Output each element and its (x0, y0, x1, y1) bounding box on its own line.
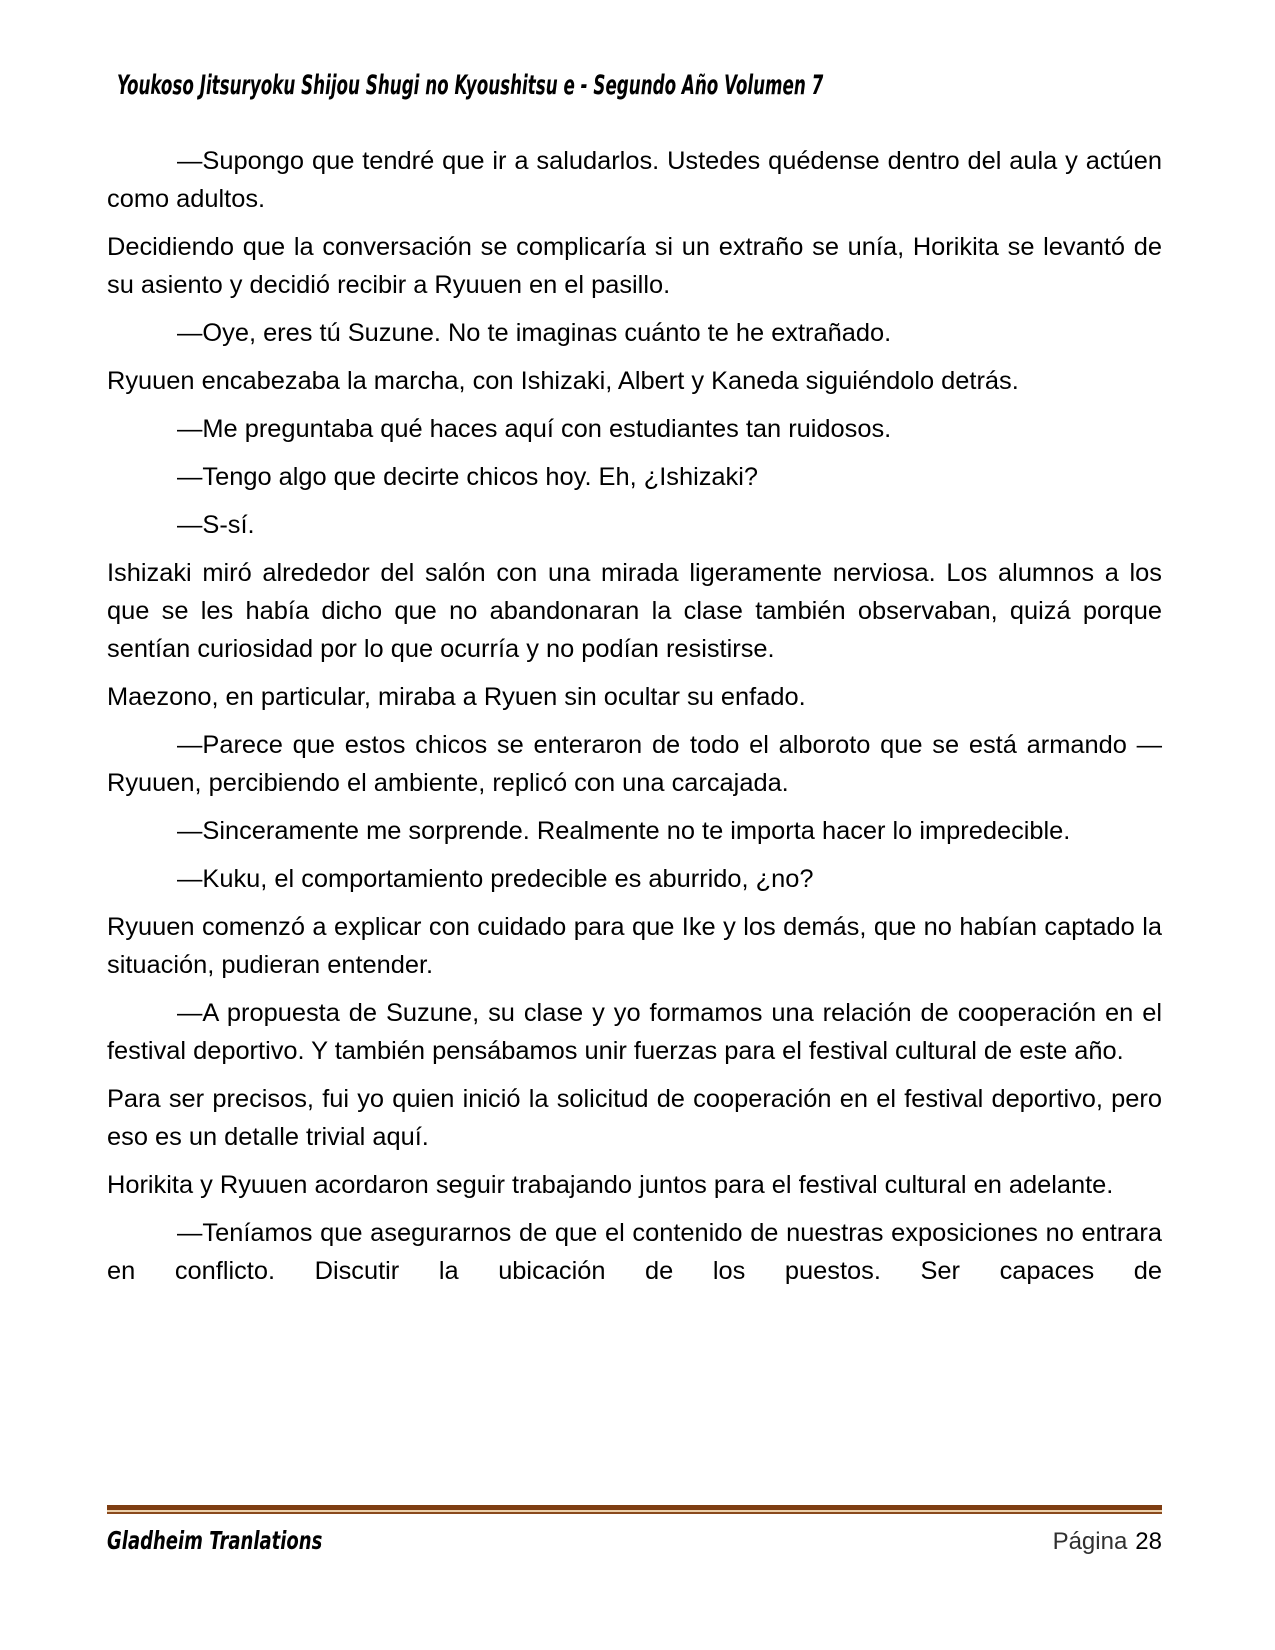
paragraph: —Kuku, el comportamiento predecible es aburrido, ¿no? (177, 865, 814, 893)
paragraph: —A propuesta de Suzune, su clase y yo formamos una relación de cooperación en el festival deportivo. Y también pensábamos unir fuerzas para el festival cultural de este año. (107, 999, 1162, 1065)
paragraph: Ryuuen encabezaba la marcha, con Ishizaki, Albert y Kaneda siguiéndolo detrás. (107, 367, 1019, 395)
body-text (107, 142, 1162, 1300)
paragraph: Horikita y Ryuuen acordaron seguir trabajando juntos para el festival cultural en adelante. (107, 1171, 1114, 1199)
paragraph: Maezono, en particular, miraba a Ryuen sin ocultar su enfado. (107, 683, 806, 711)
footer-rule-thin-line (107, 1512, 1162, 1514)
paragraph: —Sinceramente me sorprende. Realmente no te importa hacer lo impredecible. (177, 817, 1071, 845)
paragraph: Decidiendo que la conversación se complicaría si un extraño se unía, Horikita se levantó de su asiento y decidió recibir a Ryuuen en el pasillo. (107, 233, 1162, 299)
page-footer (107, 1505, 1162, 1556)
page-header (117, 70, 1172, 101)
paragraph: —Tengo algo que decirte chicos hoy. Eh, ¿Ishizaki? (177, 463, 759, 491)
paragraph: —Oye, eres tú Suzune. No te imaginas cuánto te he extrañado. (177, 319, 892, 347)
footer-row (107, 1526, 1162, 1556)
page-title: Youkoso Jitsuryoku Shijou Shugi no Kyoushitsu e - Segundo Año Volumen 7 (117, 70, 824, 101)
paragraph: —Supongo que tendré que ir a saludarlos. Ustedes quédense dentro del aula y actúen como adultos. (107, 147, 1162, 213)
paragraph: Para ser precisos, fui yo quien inició la solicitud de cooperación en el festival deportivo, pero eso es un detalle trivial aquí. (107, 1085, 1162, 1151)
translator-brand: Gladheim Tranlations (107, 1526, 323, 1555)
page-number-value: 28 (1135, 1528, 1162, 1555)
page-number (1053, 1528, 1162, 1556)
paragraph: —Me preguntaba qué haces aquí con estudiantes tan ruidosos. (177, 415, 892, 443)
paragraph: Ryuuen comenzó a explicar con cuidado para que Ike y los demás, que no habían captado la situación, pudieran entender. (107, 913, 1162, 979)
paragraph: Ishizaki miró alrededor del salón con una mirada ligeramente nerviosa. Los alumnos a los que se les había dicho que no abandonaran la clase también observaban, quizá porque sentían curiosidad por lo que ocurría y no podían resistirse. (107, 559, 1162, 663)
footer-rule (107, 1505, 1162, 1514)
paragraph: —S-sí. (177, 511, 255, 539)
paragraph: —Parece que estos chicos se enteraron de todo el alboroto que se está armando —Ryuuen, percibiendo el ambiente, replicó con una carcajada. (107, 731, 1162, 797)
paragraph: —Teníamos que asegurarnos de que el contenido de nuestras exposiciones no entrara en conflicto. Discutir la ubicación de los puestos. Ser capaces de (107, 1219, 1162, 1285)
page-number-label: Página (1052, 1528, 1128, 1555)
body-paragraphs (107, 142, 1162, 1290)
